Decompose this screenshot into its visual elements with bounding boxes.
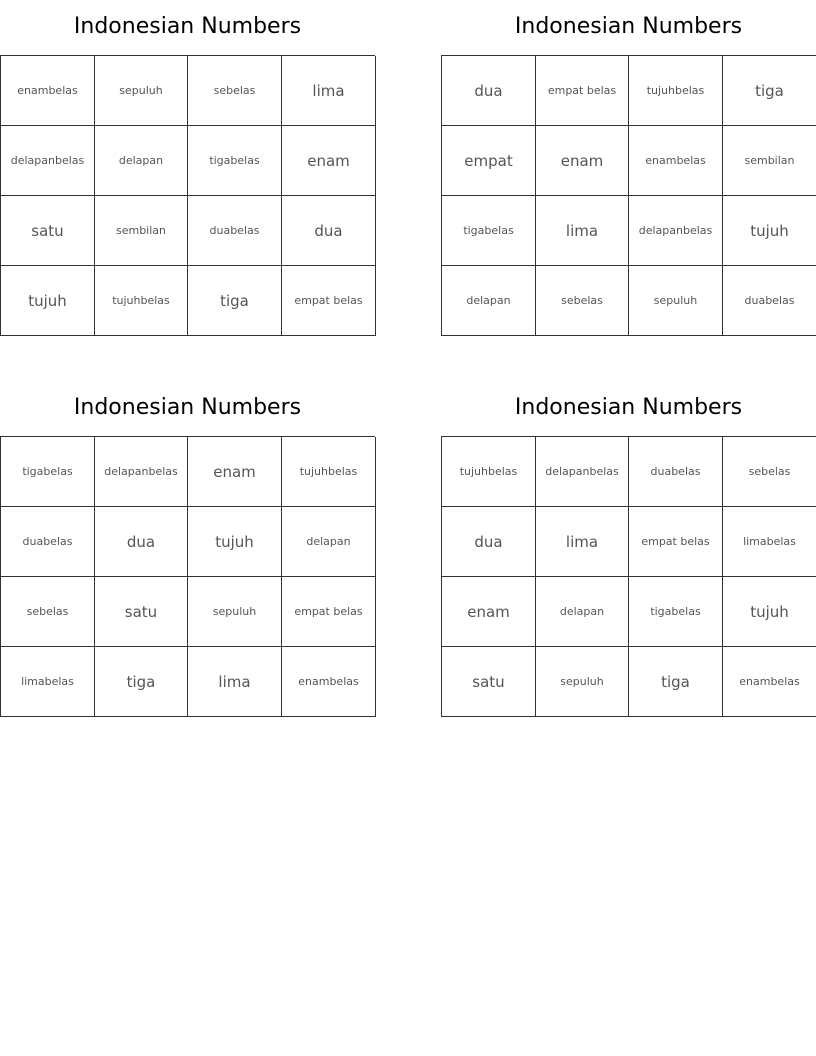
bingo-cell: delapan (282, 507, 376, 577)
bingo-cell: sebelas (188, 56, 282, 126)
bingo-cell: sepuluh (188, 577, 282, 647)
card-title: Indonesian Numbers (73, 395, 302, 420)
bingo-cell: limabelas (723, 507, 816, 577)
bingo-cell: tigabelas (188, 126, 282, 196)
bingo-card-1 (0, 10, 375, 336)
bingo-cell: dua (95, 507, 188, 577)
bingo-cell: duabelas (188, 196, 282, 266)
bingo-cell: duabelas (723, 266, 816, 336)
bingo-cell: tiga (188, 266, 282, 336)
bingo-grid (0, 55, 375, 336)
bingo-cell: empat belas (282, 266, 376, 336)
card-title: Indonesian Numbers (514, 14, 743, 39)
bingo-cell: tujuh (723, 577, 816, 647)
bingo-cell: sebelas (1, 577, 95, 647)
bingo-cell: lima (536, 196, 629, 266)
bingo-cell: tigabelas (629, 577, 723, 647)
bingo-cell: lima (282, 56, 376, 126)
bingo-cell: empat belas (629, 507, 723, 577)
bingo-cell: enambelas (282, 647, 376, 717)
bingo-cell: dua (282, 196, 376, 266)
bingo-cell: tiga (629, 647, 723, 717)
bingo-card-2 (441, 10, 816, 336)
bingo-cell: tujuhbelas (95, 266, 188, 336)
bingo-cell: satu (95, 577, 188, 647)
bingo-cell: delapanbelas (1, 126, 95, 196)
bingo-cell: enam (188, 437, 282, 507)
bingo-cell: dua (442, 56, 536, 126)
bingo-cell: empat belas (536, 56, 629, 126)
bingo-cell: tujuhbelas (282, 437, 376, 507)
bingo-cell: sebelas (723, 437, 816, 507)
bingo-cell: sebelas (536, 266, 629, 336)
bingo-cell: tigabelas (442, 196, 536, 266)
bingo-cell: sembilan (95, 196, 188, 266)
bingo-cell: tujuhbelas (629, 56, 723, 126)
bingo-card-3 (0, 391, 375, 717)
bingo-cell: delapan (95, 126, 188, 196)
bingo-cell: delapan (536, 577, 629, 647)
bingo-cell: lima (188, 647, 282, 717)
bingo-grid (441, 55, 816, 336)
bingo-cell: enambelas (629, 126, 723, 196)
bingo-cell: limabelas (1, 647, 95, 717)
bingo-cell: duabelas (629, 437, 723, 507)
bingo-cell: duabelas (1, 507, 95, 577)
bingo-cell: tiga (95, 647, 188, 717)
bingo-cell: tiga (723, 56, 816, 126)
bingo-cell: sepuluh (536, 647, 629, 717)
card-title: Indonesian Numbers (73, 14, 302, 39)
bingo-cell: tigabelas (1, 437, 95, 507)
bingo-cell: sepuluh (629, 266, 723, 336)
bingo-cell: sepuluh (95, 56, 188, 126)
bingo-cell: empat (442, 126, 536, 196)
bingo-cell: enam (536, 126, 629, 196)
card-title: Indonesian Numbers (514, 395, 743, 420)
bingo-cell: delapanbelas (629, 196, 723, 266)
bingo-cell: delapanbelas (536, 437, 629, 507)
bingo-cell: satu (1, 196, 95, 266)
bingo-cell: lima (536, 507, 629, 577)
bingo-cell: delapan (442, 266, 536, 336)
bingo-grid (0, 436, 375, 717)
bingo-cell: empat belas (282, 577, 376, 647)
bingo-cell: enam (282, 126, 376, 196)
bingo-cell: enambelas (723, 647, 816, 717)
bingo-cell: tujuh (723, 196, 816, 266)
bingo-cell: enambelas (1, 56, 95, 126)
bingo-cell: enam (442, 577, 536, 647)
bingo-cell: tujuh (188, 507, 282, 577)
bingo-card-4 (441, 391, 816, 717)
bingo-cell: delapanbelas (95, 437, 188, 507)
bingo-cell: dua (442, 507, 536, 577)
bingo-grid (441, 436, 816, 717)
bingo-cell: tujuhbelas (442, 437, 536, 507)
bingo-cell: tujuh (1, 266, 95, 336)
bingo-cell: sembilan (723, 126, 816, 196)
bingo-cell: satu (442, 647, 536, 717)
